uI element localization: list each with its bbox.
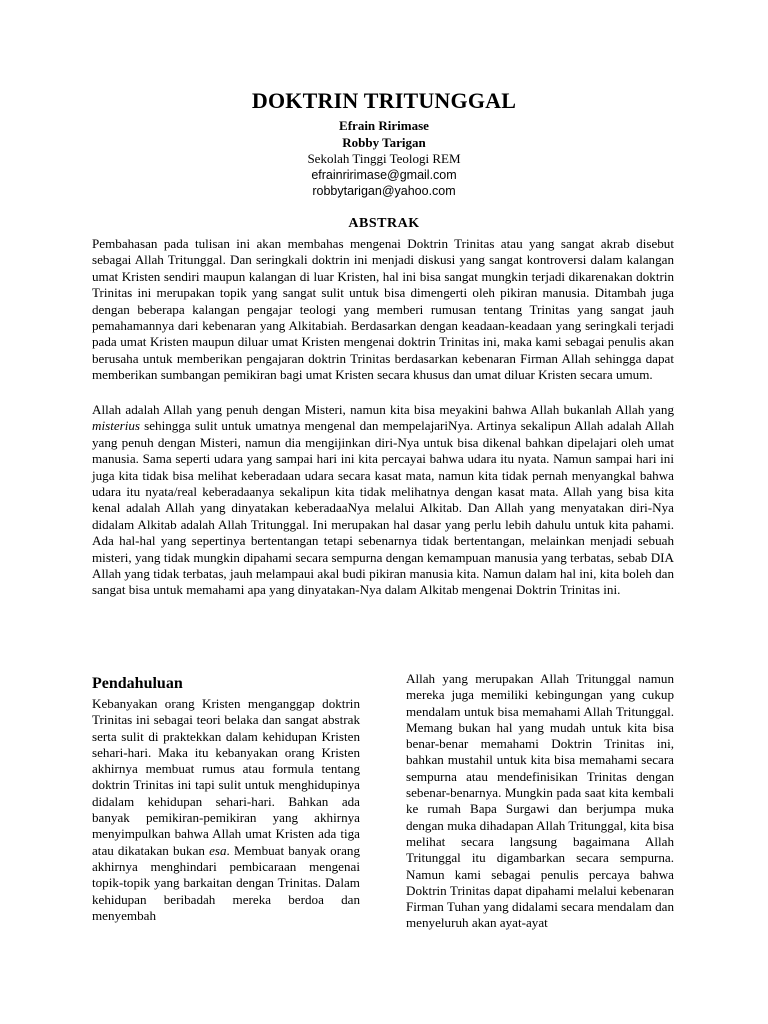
emphasis: misterius (92, 418, 141, 434)
abstract-text: Pembahasan pada tulisan ini akan membahas mengenai Doktrin Trinitas atau yang sangat akrab disebut sebagai Allah Tritunggal. Dan seringkali doktrin ini menjadi diskusi yang sangat kontroversi dalam kalangan umat Kristen sendiri maupun kalangan di luar Kristen, hal ini bisa sangat mungkin terjadi dikarenakan doktrin Trinitas ini merupakan topik yang sangat sulit untuk bisa dimengerti oleh pikiran manusia. Ditambah juga dengan beberapa kalangan pengajar teologi yang memberi rumusan tentang Trinitas yang sangat jauh pemahamannya dari kebenaran yang Alkitabiah. Berdasarkan dengan keadaan-keadaan yang seringkali terjadi pada umat Kristen maupun diluar umat Kristen mengenai doktrin Trinitas ini, maka kami sebagai penulis akan berusaha untuk memberikan pengajaran doktrin Trinitas berdasarkan kebenaran Firman Allah sehingga dapat memberikan sumbangan pemikiran bagi umat Kristen secara khusus dan umat diluar Kristen secara umum. (92, 236, 674, 383)
paper-title: DOKTRIN TRITUNGGAL (251, 88, 517, 113)
body-text (92, 696, 360, 924)
author-email: efrainririmase@gmail.com (311, 168, 457, 182)
affiliation: Sekolah Tinggi Teologi REM (307, 151, 461, 166)
emphasis: esa (209, 842, 227, 858)
right-column (406, 671, 674, 932)
body-text: Allah yang merupakan Allah Tritunggal namun mereka juga memiliki kebingungan yang cukup mendalam untuk bisa memahami Allah Tritunggal. Memang bukan hal yang mudah untuk kita bisa benar-benar memahami Doktrin Trinitas ini, bahkan mustahil untuk kita bisa memahami secara sempurna atau mendefinisikan Trinitas dengan sebenar-benarnya. Mungkin pada saat kita kembali ke rumah Bapa Surgawi dan berjumpa muka dengan muka dihadapan Allah Tritunggal, kita bisa melihat secara langsung bagaimana Allah Tritunggal itu digambarkan secara sempurna. Namun kami sebagai penulis percaya bahwa Doktrin Trinitas dapat dipahami melalui kebenaran Firman Tuhan yang didalami secara mendalam dan menyeluruh akan ayat-ayat (406, 671, 674, 931)
abstract-paragraph (92, 236, 674, 384)
text-run: Kebanyakan orang Kristen menganggap doktrin Trinitas ini sebagai teori belaka dan sangat abstrak serta sulit di praktekkan dalam kehidupan Kristen sehari-hari. Maka itu kebanyakan orang Kristen akhirnya membuat rumus atau formula tentang doktrin Trinitas ini tapi sulit untuk menghidupinya didalam kehidupan sehari-hari. Bahkan ada banyak pemikiran-pemikiran yang akhirnya menyimpulkan bahwa Allah umat Kristen ada tiga atau dikatakan bukan (92, 696, 360, 858)
author-name: Efrain Ririmase (339, 118, 429, 133)
left-column (92, 674, 360, 924)
author-email: robbytarigan@yahoo.com (312, 184, 456, 198)
abstract-paragraph (92, 402, 674, 599)
text-run: . Membuat banyak orang akhirnya menghindari pembicaraan mengenai topik-topik yang barkaitan dengan Trinitas. Dalam kehidupan beribadah mereka berdoa dan menyembah (92, 842, 360, 923)
abstract-text (92, 402, 674, 599)
text-run: Allah adalah Allah yang penuh dengan Misteri, namun kita bisa meyakini bahwa Allah bukanlah Allah yang (92, 402, 674, 417)
author-name: Robby Tarigan (342, 135, 426, 150)
section-heading: Pendahuluan (92, 675, 183, 692)
abstract-heading: ABSTRAK (348, 216, 420, 231)
text-run: sehingga sulit untuk umatnya mengenal dan mempelajariNya. Artinya sekalipun Allah adalah Allah yang penuh dengan Misteri, namun dia mengijinkan diri-Nya untuk bisa dikenal bahkan dipelajari oleh umat manusia. Sama seperti udara yang sampai hari ini kita percayai bahwa udara itu nyata. Namun sampai hari ini juga kita tidak bisa melihat keberadaan udara secara kasat mata, namun kita tidak pernah menyangkal bahwa udara itu nyata/real keberadaanya sekalipun kita tidak melihatnya dengan kasat mata. Allah yang bisa kita kenal adalah Allah yang dinyatakan keberadaaNya melalui Alkitab. Dan Allah yang menyatakan diri-Nya didalam Alkitab adalah Allah Tritunggal. Ini merupakan hal dasar yang perlu lebih dahulu untuk kita pahami. Ada hal-hal yang sepertinya bertentangan tetapi sebenarnya tidak bertentangan, melainkan menjadi sebuah misteri, yang tidak mungkin dipahami secara sempurna dengan kemampuan manusia yang terbatas, sebab DIA Allah yang tidak terbatas, jauh melampaui akal budi pikiran manusia kita. Namun dalam hal ini, kita boleh dan sangat bisa untuk memahami apa yang dinyatakan-Nya dalam Alkitab mengenai Doktrin Trinitas ini. (92, 418, 674, 598)
